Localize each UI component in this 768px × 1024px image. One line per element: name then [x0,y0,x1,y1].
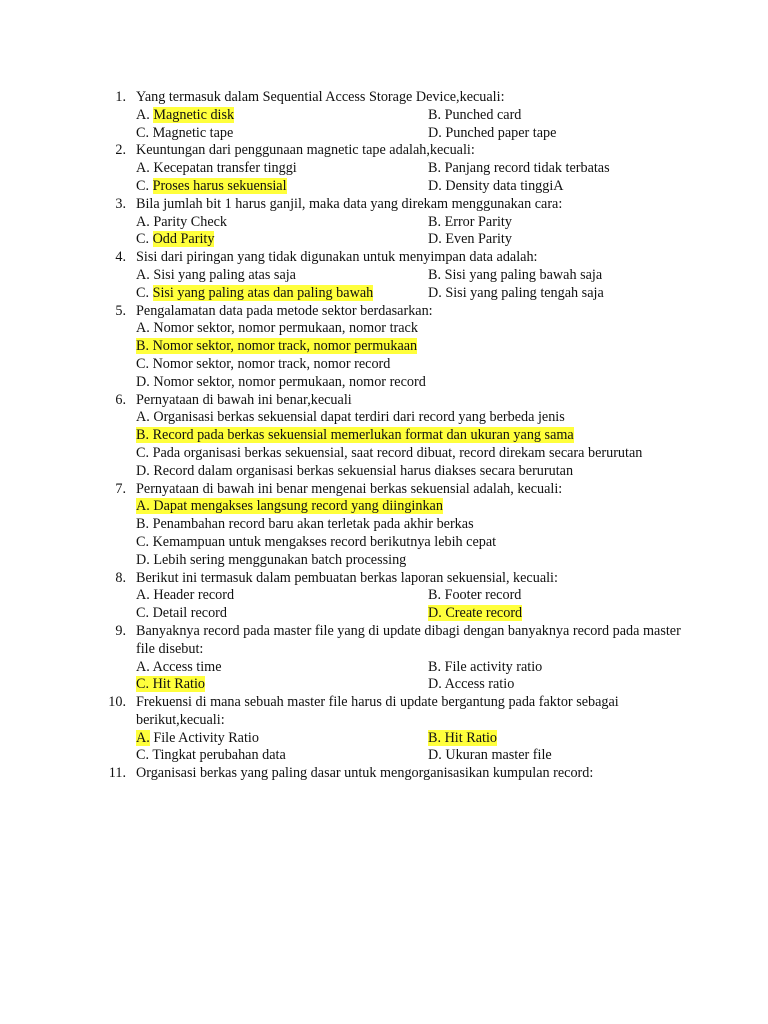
answer-option [136,676,205,694]
option-row [136,587,696,605]
option-text: Penambahan record baru akan terletak pada akhir berkas [152,516,474,533]
option-text: Parity Check [153,213,228,230]
option-label: D. [428,284,442,301]
option-label: A. [136,320,150,337]
option-label: B. [428,658,442,675]
question-text: Sisi dari piringan yang tidak digunakan untuk menyimpan data adalah: [136,249,538,266]
option-text: File Activity Ratio [153,729,259,746]
option-text: Punched paper tape [445,124,557,141]
answer-option [136,605,227,623]
question-text: Berikut ini termasuk dalam pembuatan berkas laporan sekuensial, kecuali: [136,569,558,586]
option-text: Hit Ratio [444,729,497,746]
answer-option [136,178,287,196]
question-number: 7. [115,480,126,497]
option-text: Create record [445,605,523,622]
option-text: Header record [153,587,235,604]
option-label: D. [136,373,150,390]
answer-option [428,730,497,748]
answer-option [136,267,296,285]
answer-option [136,107,234,125]
highlighted-answer [428,730,497,746]
answer-option [136,356,696,374]
option-label: D. [428,124,442,141]
option-row [136,659,696,677]
question-number: 11. [108,765,126,782]
question-text: Organisasi berkas yang paling dasar untuk mengorganisasikan kumpulan record: [136,765,594,782]
option-text: Ukuran master file [445,747,552,764]
answer-option [428,231,512,249]
option-text: Pada organisasi berkas sekuensial, saat record dibuat, record direkam secara berurutan [152,444,643,461]
option-text: Nomor sektor, nomor permukaan, nomor record [153,373,426,390]
question-text: Pernyataan di bawah ini benar mengenai berkas sekuensial adalah, kecuali: [136,480,563,497]
highlighted-answer [136,498,443,514]
answer-option [136,463,696,481]
option-text: Organisasi berkas sekuensial dapat terdiri dari record yang berbeda jenis [153,409,565,426]
option-text: Access ratio [444,676,515,693]
option-text: Kecepatan transfer tinggi [153,160,297,177]
option-row [136,285,696,303]
question-number: 10. [108,694,126,711]
question-number: 2. [115,142,126,159]
option-label: C. [136,231,150,248]
option-text: Sisi yang paling bawah saja [444,266,603,283]
option-row [136,107,696,125]
option-label: D. [428,177,442,194]
option-label: C. [136,284,150,301]
option-label: C. [136,676,150,693]
answer-option [428,214,512,232]
option-row [136,605,696,623]
option-label: D. [428,676,442,693]
question-item [0,392,696,481]
question-item [0,303,696,392]
option-label: A. [136,498,150,515]
question-number: 6. [115,391,126,408]
answer-option [136,730,259,748]
highlighted-answer [136,338,417,354]
option-label: A. [136,409,150,426]
question-item [0,249,696,302]
question-item [0,481,696,570]
option-label: B. [136,338,150,355]
option-text: Detail record [152,605,228,622]
option-text: Hit Ratio [152,676,205,693]
option-label: C. [136,533,150,550]
question-item [0,89,696,142]
option-row [136,160,696,178]
option-label: C. [136,177,150,194]
option-text: Sisi yang paling atas dan paling bawah [152,284,374,301]
option-text: Magnetic tape [152,124,234,141]
option-text: Odd Parity [152,231,215,248]
highlighted-answer [428,605,522,621]
answer-option [136,320,696,338]
answer-option [428,125,556,143]
question-number: 8. [115,569,126,586]
option-text: Proses harus sekuensial [152,177,287,194]
option-text: Density data tinggiA [445,177,564,194]
question-text: Frekuensi di mana sebuah master file harus di update bergantung pada faktor sebagai berikut,kecuali: [136,694,619,728]
answer-option [136,587,234,605]
option-text: Nomor sektor, nomor track, nomor permukaan [152,338,418,355]
option-label: C. [136,355,150,372]
option-row [136,231,696,249]
option-label: A. [136,213,150,230]
option-label: D. [428,231,442,248]
option-label: A. [136,106,150,123]
option-label: B. [428,587,442,604]
question-number: 9. [115,622,126,639]
question-text: Pernyataan di bawah ini benar,kecuali [136,391,352,408]
answer-option [136,231,214,249]
answer-option [428,605,522,623]
answer-option [136,374,696,392]
question-text: Pengalamatan data pada metode sektor berdasarkan: [136,302,433,319]
answer-option [428,676,514,694]
question-number: 5. [115,302,126,319]
option-text: Error Parity [444,213,512,230]
option-row [136,267,696,285]
option-row [136,178,696,196]
option-label: B. [428,266,442,283]
answer-option [428,107,521,125]
question-text: Keuntungan dari penggunaan magnetic tape adalah,kecuali: [136,142,475,159]
option-label: A. [136,160,150,177]
question-item [0,694,696,765]
option-label: C. [136,605,150,622]
question-item [0,765,696,783]
option-label: A. [136,658,150,675]
option-text: Sisi yang paling tengah saja [445,284,604,301]
answer-option [136,160,297,178]
option-label: B. [136,427,150,444]
question-number: 3. [115,195,126,212]
option-text: Magnetic disk [153,106,235,123]
answer-option [428,178,564,196]
option-text: Nomor sektor, nomor permukaan, nomor track [153,320,418,337]
option-text: Lebih sering menggunakan batch processing [153,551,407,568]
answer-option [136,498,696,516]
option-label: B. [136,516,150,533]
answer-option [136,659,222,677]
option-text: Access time [152,658,222,675]
answer-option [136,409,696,427]
option-text: Record dalam organisasi berkas sekuensial harus diakses secara berurutan [153,462,574,479]
question-number: 4. [115,249,126,266]
option-label: D. [428,605,442,622]
question-item [0,142,696,195]
option-text: Nomor sektor, nomor track, nomor record [152,355,391,372]
option-text: Dapat mengakses langsung record yang diinginkan [153,498,443,515]
question-text: Yang termasuk dalam Sequential Access Storage Device,kecuali: [136,89,505,105]
option-text: Record pada berkas sekuensial memerlukan format dan ukuran yang sama [152,427,574,444]
option-label: C. [136,124,150,141]
option-text: Even Parity [445,231,512,248]
option-row [136,214,696,232]
question-text: Banyaknya record pada master file yang di update dibagi dengan banyaknya record pada master file disebut: [136,622,681,657]
option-label: A. [136,587,150,604]
option-label: B. [428,729,442,746]
answer-option [136,214,227,232]
option-text: Tingkat perubahan data [152,747,286,764]
answer-option [428,659,542,677]
answer-option [136,427,696,445]
answer-option [136,747,286,765]
option-label: C. [136,747,150,764]
option-label: B. [428,213,442,230]
option-text: File activity ratio [444,658,543,675]
answer-option [428,267,602,285]
answer-option [136,338,696,356]
answer-option [136,552,696,570]
option-text: Footer record [444,587,522,604]
option-row [136,747,696,765]
option-label: D. [428,747,442,764]
option-label: D. [136,462,150,479]
answer-option [136,516,696,534]
question-item [0,623,696,694]
option-label: A. [136,266,150,283]
answer-option [428,160,610,178]
answer-option [428,285,604,303]
option-row [136,125,696,143]
option-label: D. [136,551,150,568]
answer-option [136,285,373,303]
option-label: B. [428,106,442,123]
question-text: Bila jumlah bit 1 harus ganjil, maka data yang direkam menggunakan cara: [136,195,563,212]
option-label: C. [136,444,150,461]
answer-option [136,534,696,552]
answer-option [136,125,233,143]
option-text: Panjang record tidak terbatas [444,160,610,177]
option-row [136,730,696,748]
question-item [0,570,696,623]
question-number: 1. [115,89,126,105]
option-label: A. [136,729,150,746]
option-row [136,676,696,694]
answer-option [428,587,521,605]
highlighted-answer [136,676,205,692]
answer-option [136,445,696,463]
option-label: B. [428,160,442,177]
option-text: Sisi yang paling atas saja [153,266,296,283]
highlighted-answer [136,427,574,443]
option-text: Punched card [444,106,522,123]
option-text: Kemampuan untuk mengakses record berikutnya lebih cepat [152,533,497,550]
answer-option [428,747,552,765]
question-item [0,196,696,249]
